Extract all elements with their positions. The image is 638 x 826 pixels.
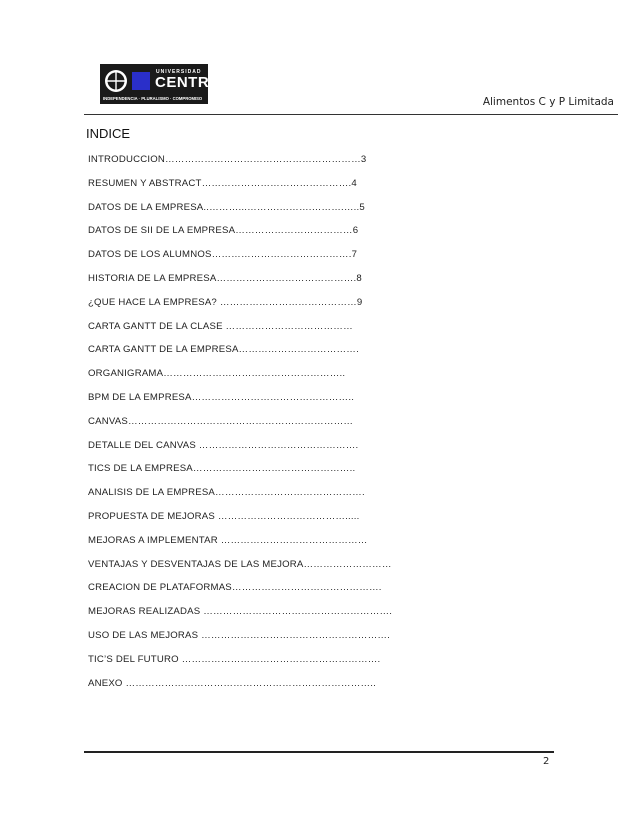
toc-entry: CARTA GANTT DE LA CLASE ………………………………… (88, 320, 353, 332)
toc-entry: DETALLE DEL CANVAS …………………………………………. (88, 439, 359, 451)
footer-divider (84, 751, 554, 753)
toc-entry: ¿QUE HACE LA EMPRESA? ……………………………………9 (88, 296, 363, 308)
toc-entry: CANVAS…………………………………………………………… (88, 415, 354, 427)
university-logo (100, 64, 231, 104)
index-title: INDICE (86, 126, 131, 141)
toc-entry: HISTORIA DE LA EMPRESA…………………………………….8 (88, 272, 362, 284)
header-divider (84, 114, 618, 115)
toc-entry: ORGANIGRAMA……………………………………………….. (88, 368, 346, 380)
toc-entry: MEJORAS A IMPLEMENTAR ……………………………………… (88, 534, 368, 546)
toc-entry: RESUMEN Y ABSTRACT……………………………………….4 (88, 177, 357, 189)
logo-motto: INDEPENDENCIA · PLURALISMO · COMPROMISO (103, 96, 203, 101)
toc-entry: BPM DE LA EMPRESA………………………………………….. (88, 391, 355, 403)
toc-entry: CREACION DE PLATAFORMAS………………………………………. (88, 582, 382, 594)
toc-entry: DATOS DE LA EMPRESA..………...……….……….……….…..5 (88, 201, 365, 213)
page-number: 2 (543, 756, 550, 767)
toc-entry: DATOS DE SII DE LA EMPRESA………………………………6 (88, 225, 359, 237)
toc-entry: USO DE LAS MEJORAS …………………………………………………. (88, 629, 391, 641)
toc-entry: ANALISIS DE LA EMPRESA………………………………………. (88, 487, 365, 499)
toc-entry: ANEXO ………………………………………………………………….. (88, 677, 377, 689)
toc-entry: PROPUESTA DE MEJORAS …………………………………..... (88, 510, 360, 522)
table-of-contents (88, 154, 392, 701)
company-name: Alimentos C y P Limitada (482, 96, 614, 108)
toc-entry: TICS DE LA EMPRESA………………………………………….. (88, 463, 356, 475)
toc-entry: TIC’S DEL FUTURO ……………………………………………………. (88, 653, 381, 665)
toc-entry: INTRODUCCION……………………………………………………3 (88, 154, 367, 165)
toc-entry: CARTA GANTT DE LA EMPRESA………………………………. (88, 344, 359, 356)
toc-entry: DATOS DE LOS ALUMNOS…………………………………….7 (88, 249, 358, 261)
toc-entry: MEJORAS REALIZADAS …………………………………………………. (88, 606, 393, 618)
toc-entry: VENTAJAS Y DESVENTAJAS DE LAS MEJORA……………………… (88, 558, 392, 570)
logo-university-text: UNIVERSIDAD (156, 69, 202, 75)
blue-square-emblem (132, 72, 150, 90)
logo-central-text: CENTRAL (155, 74, 231, 91)
university-shield-icon (103, 68, 129, 94)
